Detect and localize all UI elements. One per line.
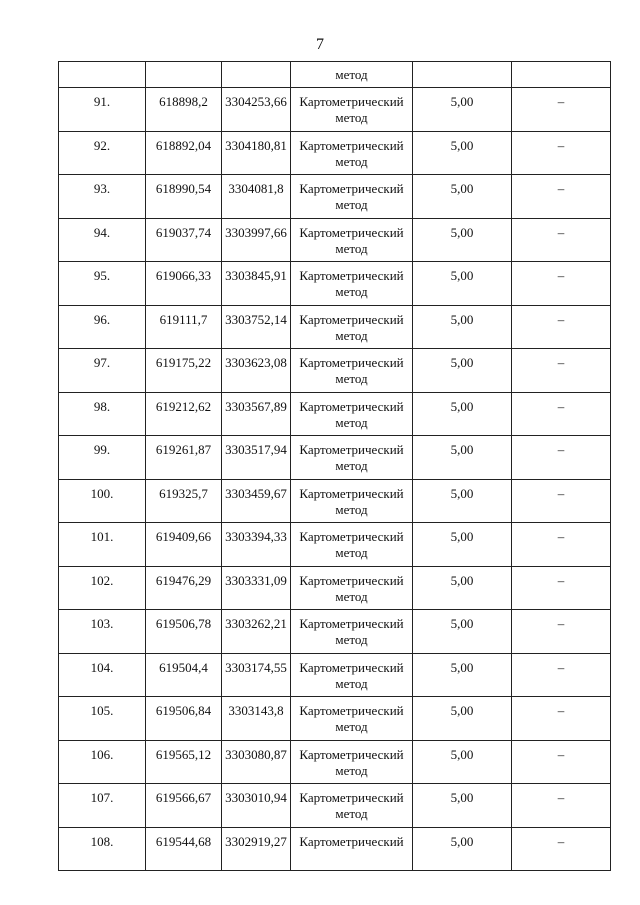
table-row: [59, 697, 611, 741]
y-coordinate-cell: [222, 827, 291, 871]
point-number-cell: [59, 479, 146, 523]
point-number-value: 108.: [90, 833, 114, 849]
x-coordinate-value: 619037,74: [155, 224, 212, 240]
method-line-2: метод: [335, 327, 368, 343]
y-coordinate-cell: [222, 784, 291, 828]
error-cell: [413, 610, 512, 654]
method-value: [291, 741, 412, 779]
error-cell: [413, 784, 512, 828]
method-line-1: Картометрический: [299, 616, 404, 631]
y-coordinate-cell: [222, 566, 291, 610]
method-line-1: Картометрический: [299, 833, 404, 849]
point-number-cell: [59, 131, 146, 175]
table-row: [59, 349, 611, 393]
method-cell: [291, 392, 413, 436]
point-number-cell: [59, 305, 146, 349]
error-value: 5,00: [450, 311, 474, 327]
point-number-value: 91.: [93, 94, 111, 109]
error-value: 5,00: [450, 137, 474, 153]
y-coordinate-cell: [222, 175, 291, 219]
point-number-cell: [59, 218, 146, 262]
description-cell: [512, 479, 611, 523]
method-cell: [291, 523, 413, 567]
error-value: 5,00: [450, 485, 474, 501]
error-cell: [413, 827, 512, 871]
method-value: [291, 610, 412, 648]
x-coordinate-value: 618892,04: [155, 137, 212, 153]
description-value: –: [557, 833, 565, 849]
y-coordinate-cell: [222, 88, 291, 132]
x-coordinate-value: 619506,78: [155, 616, 212, 631]
point-number-cell: [59, 610, 146, 654]
description-cell: [512, 436, 611, 480]
method-line-1: Картометрический: [299, 703, 404, 718]
method-value: [291, 523, 412, 561]
method-cell: [291, 262, 413, 306]
error-value: 5,00: [450, 181, 474, 196]
method-line-2: метод: [335, 806, 368, 821]
error-value: 5,00: [450, 703, 474, 718]
method-line-2: метод: [335, 588, 368, 604]
x-coordinate-cell: [146, 175, 222, 219]
x-coordinate-value: 619325,7: [159, 485, 208, 501]
table-row: [59, 566, 611, 610]
point-number-cell: [59, 88, 146, 132]
x-coordinate-cell: [146, 523, 222, 567]
method-line-2: метод: [335, 762, 368, 778]
method-value: [291, 219, 412, 257]
point-number-value: 92.: [93, 137, 111, 153]
method-line-1: Картометрический: [299, 659, 404, 675]
method-cell: [291, 784, 413, 828]
method-value: [291, 436, 412, 474]
error-cell: [413, 523, 512, 567]
error-value: 5,00: [450, 94, 474, 109]
error-value: 5,00: [450, 355, 474, 370]
method-line-1: Картометрический: [299, 355, 404, 370]
x-coordinate-cell: [146, 131, 222, 175]
description-value: –: [557, 485, 565, 501]
x-coordinate-value: 619261,87: [155, 442, 212, 457]
method-value: [291, 349, 412, 387]
y-coordinate-value: 3303331,09: [225, 572, 287, 588]
x-coordinate-cell: [146, 305, 222, 349]
method-cell: [291, 479, 413, 523]
method-value: [291, 132, 412, 170]
point-number-value: 105.: [90, 703, 114, 718]
x-coordinate-value: 619175,22: [155, 355, 212, 370]
description-cell: [512, 262, 611, 306]
description-cell: [512, 392, 611, 436]
method-line-2: метод: [335, 458, 368, 473]
continuation-cell-method: [291, 62, 413, 88]
y-coordinate-value: 3303845,91: [225, 268, 287, 283]
point-number-cell: [59, 827, 146, 871]
y-coordinate-value: 3303459,67: [225, 485, 287, 501]
point-number-value: 107.: [90, 790, 114, 805]
error-value: 5,00: [450, 616, 474, 631]
description-value: –: [557, 790, 565, 805]
description-value: –: [557, 572, 565, 588]
method-cell: [291, 653, 413, 697]
point-number-value: 95.: [93, 268, 111, 283]
method-cell: [291, 566, 413, 610]
table-row: [59, 305, 611, 349]
x-coordinate-cell: [146, 392, 222, 436]
method-line-1: Картометрический: [299, 529, 404, 544]
method-value: [291, 654, 412, 692]
description-cell: [512, 523, 611, 567]
y-coordinate-value: 3304180,81: [225, 137, 287, 153]
method-line-1: Картометрический: [299, 790, 404, 805]
point-number-value: 98.: [93, 398, 111, 414]
description-cell: [512, 610, 611, 654]
x-coordinate-value: 619504,4: [159, 659, 208, 675]
x-coordinate-cell: [146, 653, 222, 697]
x-coordinate-cell: [146, 262, 222, 306]
table-row: [59, 827, 611, 871]
method-value: [291, 697, 412, 735]
description-cell: [512, 131, 611, 175]
description-cell: [512, 566, 611, 610]
x-coordinate-value: 619111,7: [159, 311, 208, 327]
description-value: –: [557, 311, 565, 327]
table-body: [59, 62, 611, 871]
x-coordinate-cell: [146, 827, 222, 871]
y-coordinate-cell: [222, 305, 291, 349]
method-line-1: Картометрический: [299, 181, 404, 196]
x-coordinate-value: 618990,54: [155, 181, 212, 196]
point-number-cell: [59, 349, 146, 393]
error-value: 5,00: [450, 268, 474, 283]
method-line-2: метод: [335, 675, 368, 691]
method-cell: [291, 131, 413, 175]
table-row: [59, 131, 611, 175]
point-number-cell: [59, 523, 146, 567]
description-value: –: [557, 746, 565, 762]
error-value: 5,00: [450, 398, 474, 414]
error-cell: [413, 566, 512, 610]
y-coordinate-value: 3303567,89: [225, 398, 287, 414]
x-coordinate-cell: [146, 740, 222, 784]
method-line-2: метод: [335, 153, 368, 169]
description-value: –: [557, 268, 565, 283]
method-line-2: метод: [335, 284, 368, 299]
table-row: [59, 392, 611, 436]
method-line-1: Картометрический: [299, 442, 404, 457]
continuation-cell-x: [146, 62, 222, 88]
x-coordinate-value: 619212,62: [155, 398, 212, 414]
table-row: [59, 740, 611, 784]
table-row: [59, 262, 611, 306]
error-cell: [413, 392, 512, 436]
point-number-value: 97.: [93, 355, 111, 370]
method-cell: [291, 436, 413, 480]
y-coordinate-cell: [222, 131, 291, 175]
method-value: [291, 88, 412, 126]
x-coordinate-cell: [146, 610, 222, 654]
description-cell: [512, 697, 611, 741]
table-row: [59, 436, 611, 480]
x-coordinate-value: 618898,2: [159, 94, 208, 109]
continuation-cell-num: [59, 62, 146, 88]
description-value: –: [557, 442, 565, 457]
y-coordinate-value: 3303394,33: [225, 529, 287, 544]
method-line-2: метод: [335, 632, 368, 647]
description-cell: [512, 784, 611, 828]
description-value: –: [557, 181, 565, 196]
point-number-value: 101.: [90, 529, 114, 544]
method-line-1: Картометрический: [299, 137, 404, 153]
point-number-cell: [59, 784, 146, 828]
error-value: 5,00: [450, 529, 474, 544]
description-value: –: [557, 529, 565, 544]
x-coordinate-cell: [146, 784, 222, 828]
method-cell: [291, 697, 413, 741]
method-value: [291, 784, 412, 822]
point-number-value: 94.: [93, 224, 111, 240]
method-line-2: метод: [335, 371, 368, 386]
x-coordinate-cell: [146, 218, 222, 262]
method-value: [291, 262, 412, 300]
method-line-1: Картометрический: [299, 485, 404, 501]
continuation-cell-y: [222, 62, 291, 88]
method-cell: [291, 88, 413, 132]
description-cell: [512, 218, 611, 262]
x-coordinate-cell: [146, 479, 222, 523]
description-value: –: [557, 703, 565, 718]
point-number-value: 99.: [93, 442, 111, 457]
method-cell: [291, 610, 413, 654]
description-value: –: [557, 224, 565, 240]
error-value: 5,00: [450, 224, 474, 240]
y-coordinate-value: 3303517,94: [225, 442, 287, 457]
point-number-value: 103.: [90, 616, 114, 631]
method-cell: [291, 827, 413, 871]
method-line-2: метод: [335, 240, 368, 256]
description-value: –: [557, 355, 565, 370]
point-number-cell: [59, 392, 146, 436]
method-value: [291, 306, 412, 344]
point-number-value: 93.: [93, 181, 111, 196]
y-coordinate-cell: [222, 392, 291, 436]
y-coordinate-cell: [222, 479, 291, 523]
description-value: –: [557, 398, 565, 414]
method-line-1: Картометрический: [299, 311, 404, 327]
y-coordinate-cell: [222, 262, 291, 306]
error-cell: [413, 349, 512, 393]
description-cell: [512, 827, 611, 871]
method-line-2: метод: [335, 719, 368, 734]
description-cell: [512, 740, 611, 784]
point-number-cell: [59, 175, 146, 219]
method-value: [291, 480, 412, 518]
method-line-1: Картометрический: [299, 94, 404, 109]
point-number-value: 100.: [90, 485, 114, 501]
table-row: [59, 175, 611, 219]
description-value: –: [557, 137, 565, 153]
error-cell: [413, 653, 512, 697]
method-line-2: метод: [335, 545, 368, 560]
table-row: [59, 88, 611, 132]
point-number-cell: [59, 653, 146, 697]
continuation-cell-error: [413, 62, 512, 88]
page-number: 7: [316, 36, 324, 53]
point-number-cell: [59, 566, 146, 610]
y-coordinate-cell: [222, 697, 291, 741]
x-coordinate-value: 619506,84: [155, 703, 212, 718]
y-coordinate-value: 3303174,55: [225, 659, 287, 675]
error-value: 5,00: [450, 790, 474, 805]
error-cell: [413, 175, 512, 219]
error-value: 5,00: [450, 746, 474, 762]
error-cell: [413, 697, 512, 741]
table-row: [59, 523, 611, 567]
description-value: –: [557, 94, 565, 109]
point-number-value: 102.: [90, 572, 114, 588]
y-coordinate-value: 3303623,08: [225, 355, 287, 370]
method-value: [291, 828, 412, 850]
method-value: [291, 567, 412, 605]
y-coordinate-value: 3303143,8: [228, 703, 284, 718]
method-cell: [291, 349, 413, 393]
error-cell: [413, 479, 512, 523]
method-line-2: метод: [335, 501, 368, 517]
point-number-value: 104.: [90, 659, 114, 675]
x-coordinate-value: 619566,67: [155, 790, 212, 805]
error-cell: [413, 305, 512, 349]
method-line-2: метод: [335, 110, 368, 125]
table-row: [59, 610, 611, 654]
x-coordinate-cell: [146, 697, 222, 741]
y-coordinate-cell: [222, 740, 291, 784]
method-cell: [291, 740, 413, 784]
error-cell: [413, 262, 512, 306]
x-coordinate-value: 619544,68: [155, 833, 212, 849]
point-number-cell: [59, 262, 146, 306]
error-value: 5,00: [450, 442, 474, 457]
point-number-value: 106.: [90, 746, 114, 762]
y-coordinate-value: 3303262,21: [225, 616, 287, 631]
y-coordinate-value: 3303080,87: [225, 746, 287, 762]
error-cell: [413, 436, 512, 480]
description-value: –: [557, 616, 565, 631]
point-number-cell: [59, 740, 146, 784]
x-coordinate-value: 619409,66: [155, 529, 212, 544]
y-coordinate-cell: [222, 218, 291, 262]
x-coordinate-value: 619476,29: [155, 572, 212, 588]
table-row: [59, 784, 611, 828]
method-line-1: Картометрический: [299, 398, 404, 414]
y-coordinate-value: 3304081,8: [228, 181, 284, 196]
y-coordinate-cell: [222, 349, 291, 393]
error-cell: [413, 740, 512, 784]
table-row: [59, 653, 611, 697]
method-line-2: метод: [335, 197, 368, 212]
table-row: [59, 479, 611, 523]
coordinates-table: [58, 61, 611, 871]
method-line-1: Картометрический: [299, 268, 404, 283]
y-coordinate-value: 3303752,14: [225, 311, 287, 327]
table-row: [59, 218, 611, 262]
description-cell: [512, 653, 611, 697]
method-value: [291, 175, 412, 213]
method-cell: [291, 218, 413, 262]
error-value: 5,00: [450, 572, 474, 588]
error-value: 5,00: [450, 659, 474, 675]
method-line-1: Картометрический: [299, 746, 404, 762]
description-cell: [512, 349, 611, 393]
error-cell: [413, 88, 512, 132]
method-value: [291, 393, 412, 431]
y-coordinate-value: 3303997,66: [225, 224, 287, 240]
point-number-cell: [59, 697, 146, 741]
y-coordinate-cell: [222, 653, 291, 697]
method-line-2: метод: [335, 414, 368, 430]
continuation-row: [59, 62, 611, 88]
y-coordinate-cell: [222, 436, 291, 480]
description-cell: [512, 175, 611, 219]
x-coordinate-value: 619565,12: [155, 746, 212, 762]
error-cell: [413, 218, 512, 262]
method-cell: [291, 305, 413, 349]
x-coordinate-cell: [146, 88, 222, 132]
y-coordinate-cell: [222, 523, 291, 567]
description-cell: [512, 305, 611, 349]
point-number-value: 96.: [93, 311, 111, 327]
x-coordinate-cell: [146, 566, 222, 610]
method-line-1: Картометрический: [299, 572, 404, 588]
description-value: –: [557, 659, 565, 675]
error-cell: [413, 131, 512, 175]
x-coordinate-cell: [146, 436, 222, 480]
method-cell: [291, 175, 413, 219]
error-value: 5,00: [450, 833, 474, 849]
continuation-cell-desc: [512, 62, 611, 88]
method-line-1: Картометрический: [299, 224, 404, 240]
y-coordinate-cell: [222, 610, 291, 654]
y-coordinate-value: 3302919,27: [225, 833, 287, 849]
point-number-cell: [59, 436, 146, 480]
description-cell: [512, 88, 611, 132]
x-coordinate-cell: [146, 349, 222, 393]
y-coordinate-value: 3303010,94: [225, 790, 287, 805]
method-tail: метод: [335, 67, 368, 82]
y-coordinate-value: 3304253,66: [225, 94, 287, 109]
x-coordinate-value: 619066,33: [155, 268, 212, 283]
